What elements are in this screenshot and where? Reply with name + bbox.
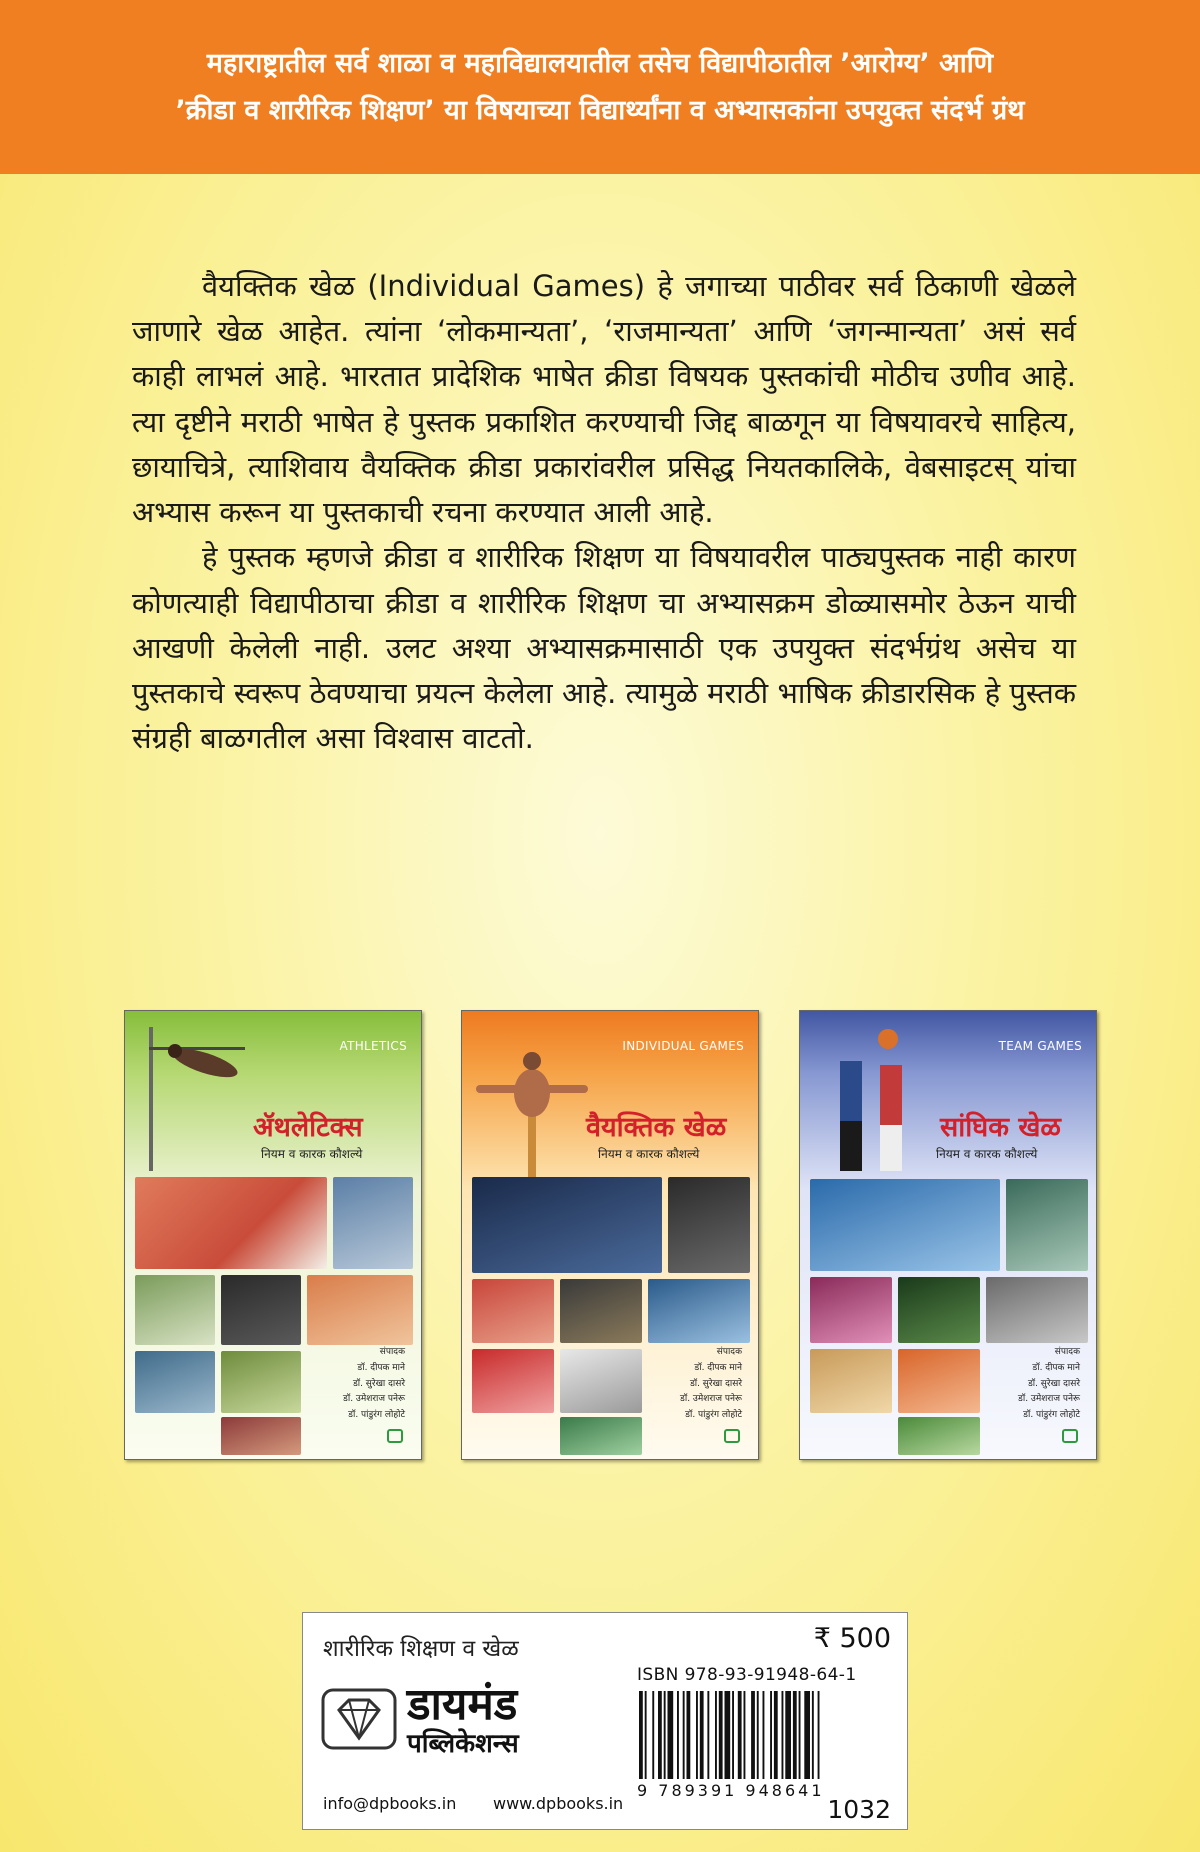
book-editors: संपादक डॉ. दीपक माने डॉ. सुरेखा दासरे डॉ. उमेशराज पनेरू डॉ. पांडुरंग लोहोटे: [1018, 1347, 1080, 1420]
photo-hurdles: [135, 1351, 215, 1413]
book-name: शारीरिक शिक्षण व खेळ: [323, 1636, 519, 1662]
book-subtitle: नियम व कारक कौशल्ये: [598, 1147, 700, 1161]
photo-pole-vault: [135, 1275, 215, 1345]
book-cover-athletics: [124, 1010, 422, 1460]
photo-rugby: [986, 1277, 1088, 1343]
banner-line-1: महाराष्ट्रातील सर्व शाळा व महाविद्यालयातील तसेच विद्यापीठातील ’आरोग्य’ आणि: [206, 47, 994, 79]
book-editors: संपादक डॉ. दीपक माने डॉ. सुरेखा दासरे डॉ. उमेशराज पनेरू डॉ. पांडुरंग लोहोटे: [343, 1347, 405, 1420]
publisher-logo-small: [1062, 1429, 1078, 1443]
book-editors: संपादक डॉ. दीपक माने डॉ. सुरेखा दासरे डॉ. उमेशराज पनेरू डॉ. पांडुरंग लोहोटे: [680, 1347, 742, 1420]
description-paragraph-2: हे पुस्तक म्हणजे क्रीडा व शारीरिक शिक्षण या विषयावरील पाठ्यपुस्तक नाही कारण कोणत्याही विद्यापीठाचा क्रीडा व शारीरिक शिक्षण चा अभ्यासक्रम डोळ्यासमोर ठेऊन याची आखणी केलेली नाही. उलट अश्या अभ्यासक्रमासाठी एक उपयुक्त संदर्भग्रंथ असेच या पुस्तकाचे स्वरूप ठेवण्याचा प्रयत्न केलेला आहे. त्यामुळे मराठी भाषिक क्रीडारसिक हे पुस्तक संग्रही बाळगतील असा विश्वास वाटतो.: [132, 540, 1076, 756]
banner-line-2: ’क्रीडा व शारीरिक शिक्षण’ या विषयाच्या विद्यार्थ्यांना व अभ्यासकांना उपयुक्त संदर्भ ग्रंथ: [175, 95, 1025, 126]
photo-discus: [221, 1351, 301, 1413]
photo-wrestling: [472, 1279, 554, 1343]
photo-high-jump: [221, 1275, 301, 1345]
book-cover-individual-games: [461, 1010, 759, 1460]
book-title: ॲथलेटिक्स: [253, 1112, 363, 1143]
book-cover-team-games: [799, 1010, 1097, 1460]
description-text: [132, 264, 1076, 762]
book-subtitle: नियम व कारक कौशल्ये: [936, 1147, 1038, 1161]
publisher-tagline: पब्लिकेशन्स: [407, 1729, 519, 1759]
photo-badminton: [472, 1349, 554, 1413]
top-banner: [0, 0, 1200, 174]
photo-hockey: [810, 1179, 1000, 1271]
photo-tennis: [560, 1417, 642, 1455]
publisher-logo-small: [387, 1429, 403, 1443]
publisher-website: www.dpbooks.in: [493, 1794, 624, 1813]
photo-judo: [560, 1349, 642, 1413]
barcode-digits: 9 789391 948641: [637, 1781, 825, 1800]
photo-long-jump: [307, 1275, 413, 1345]
photo-rowing: [1006, 1179, 1088, 1271]
yoga-figure-illustration: [472, 1041, 592, 1181]
book-category: TEAM GAMES: [998, 1039, 1082, 1053]
photo-kabaddi: [810, 1277, 892, 1343]
publisher-email: info@dpbooks.in: [323, 1794, 457, 1813]
basketball-players-illustration: [810, 1021, 940, 1181]
book-subtitle: नियम व कारक कौशल्ये: [261, 1147, 363, 1161]
publisher-logo-small: [724, 1429, 740, 1443]
photo-kho-kho: [898, 1349, 980, 1413]
photo-weightlifting: [560, 1279, 642, 1343]
photo-fencing: [472, 1177, 662, 1273]
book-title: सांघिक खेळ: [940, 1112, 1061, 1143]
publisher-name: डायमंड: [407, 1679, 518, 1730]
photo-football: [898, 1277, 980, 1343]
diamond-logo-icon: [321, 1688, 397, 1750]
photo-volleyball: [810, 1349, 892, 1413]
book-title: वैयक्तिक खेळ: [586, 1112, 727, 1143]
description-paragraph-1: वैयक्तिक खेळ (Individual Games) हे जगाच्या पाठीवर सर्व ठिकाणी खेळले जाणारे खेळ आहेत. त्यांना ‘लोकमान्यता’, ‘राजमान्यता’ आणि ‘जगन्मान्यता’ असं सर्व काही लाभलं आहे. भारतात प्रादेशिक भाषेत क्रीडा विषयक पुस्तकांची मोठीच उणीव आहे. त्या दृष्टीने मराठी भाषेत हे पुस्तक प्रकाशित करण्याची जिद्द बाळगून या विषयावरचे साहित्य, छायाचित्रे, त्याशिवाय वैयक्तिक क्रीडा प्रकारांवरील प्रसिद्ध नियतकालिके, वेबसाइटस् यांचा अभ्यास करून या पुस्तकाची रचना करण्यात आली आहे.: [132, 269, 1076, 530]
book-category: ATHLETICS: [339, 1039, 407, 1053]
barcode-icon: [637, 1691, 891, 1779]
high-jump-illustration: [135, 1021, 255, 1171]
isbn: ISBN 978-93-91948-64-1: [637, 1665, 857, 1685]
barcode-addon-number: 1032: [827, 1795, 891, 1824]
book-category: INDIVIDUAL GAMES: [622, 1039, 744, 1053]
photo-track-race: [135, 1177, 327, 1269]
photo-table-tennis: [648, 1279, 750, 1343]
price-isbn-box: [302, 1612, 908, 1830]
photo-cricket: [898, 1417, 980, 1455]
photo-stadium: [221, 1417, 301, 1455]
photo-runner: [333, 1177, 413, 1269]
photo-chess: [668, 1177, 750, 1273]
price: ₹ 500: [813, 1623, 891, 1654]
